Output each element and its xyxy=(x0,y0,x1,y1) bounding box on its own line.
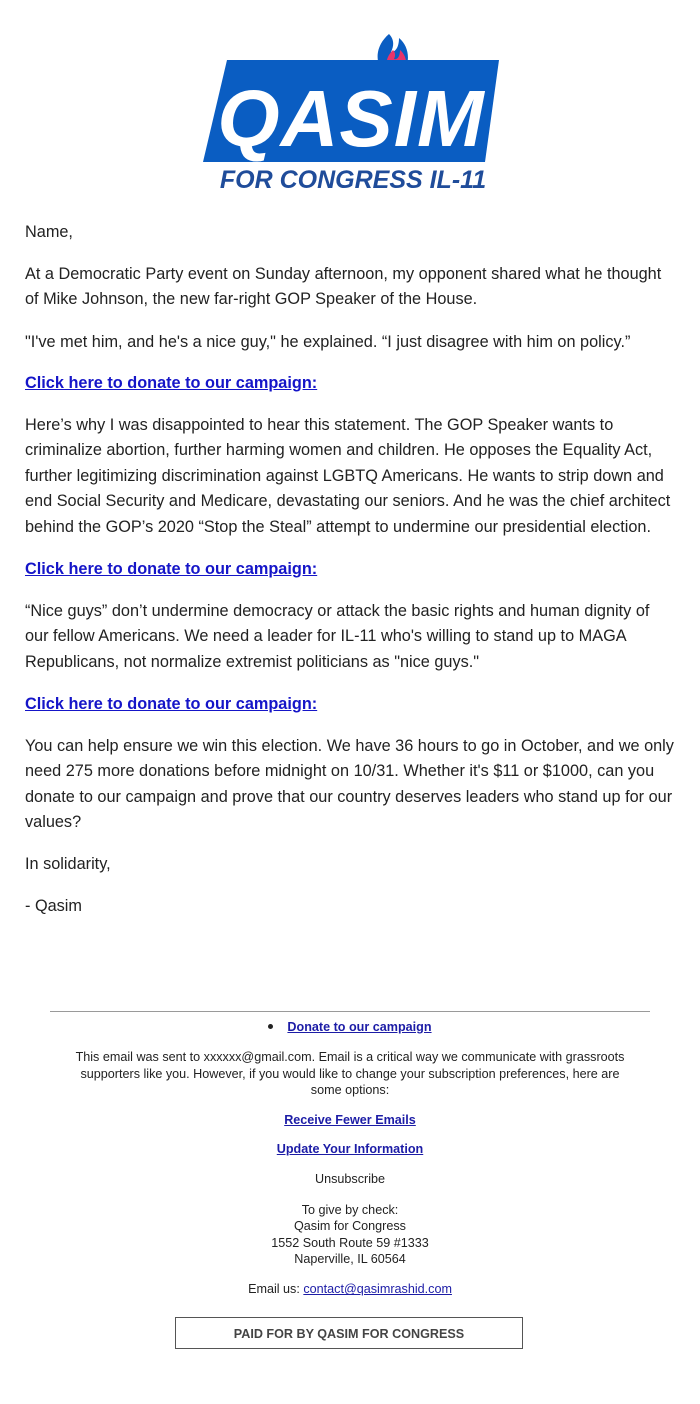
address-city: Naperville, IL 60564 xyxy=(294,1251,406,1266)
paragraph-nice-guys: “Nice guys” don’t undermine democracy or attack the basic rights and human dignity of our fellow Americans. We need a leader for IL-11 who's willing to stand up to MAGA Republicans, not normalize extremist politicians as "nice guys." xyxy=(25,601,650,671)
unsubscribe-link[interactable]: Unsubscribe xyxy=(315,1171,385,1186)
logo-graphic xyxy=(199,32,503,192)
logo-tagline: FOR CONGRESS IL-11 xyxy=(219,166,487,192)
donate-link-2[interactable]: Click here to donate to our campaign: xyxy=(25,560,318,578)
paragraph-opponent-event: At a Democratic Party event on Sunday afternoon, my opponent shared what he thought of Mike Johnson, the new far-right GOP Speaker of the House. xyxy=(25,264,662,308)
email-footer xyxy=(50,1011,650,1341)
paragraph-disappointed: Here’s why I was disappointed to hear this statement. The GOP Speaker wants to criminalize abortion, further harming women and children. He opposes the Equality Act, further legitimizing discrimination against LGBTQ Americans. He wants to strip down and end Social Security and Medicare, devastating our seniors. And he was the chief architect behind the GOP’s 2020 “Stop the Steal” attempt to undermine our presidential election. xyxy=(25,415,671,536)
donate-link-3[interactable]: Click here to donate to our campaign: xyxy=(25,695,318,713)
subscription-notice: This email was sent to xxxxxx@gmail.com. Email is a critical way we communicate with grassroots supporters like you. However, if you would like to change your subscription preferences, here are some options: xyxy=(75,1050,625,1097)
paid-for-disclaimer: PAID FOR BY QASIM FOR CONGRESS xyxy=(175,1317,523,1349)
campaign-logo xyxy=(199,32,503,192)
address-name: Qasim for Congress xyxy=(294,1219,406,1234)
address-street: 1552 South Route 59 #1333 xyxy=(271,1235,429,1250)
paragraph-appeal: You can help ensure we win this election. We have 36 hours to go in October, and we only need 275 more donations before midnight on 10/31. Whether it's $11 or $1000, can you donate to our campaign and prove that our country deserves leaders who stand up for our values? xyxy=(25,736,674,831)
logo-name: QASIM xyxy=(217,74,485,163)
update-information-link[interactable]: Update Your Information xyxy=(276,1142,424,1157)
signoff: In solidarity, xyxy=(25,854,111,873)
contact-email-link[interactable]: contact@qasimrashid.com xyxy=(303,1282,452,1297)
receive-fewer-emails-link[interactable]: Receive Fewer Emails xyxy=(284,1113,416,1128)
footer-donate-item xyxy=(50,1019,650,1035)
paragraph-quote: "I've met him, and he's a nice guy," he explained. “I just disagree with him on policy.” xyxy=(25,332,631,351)
email-us xyxy=(50,1281,650,1297)
donate-link-1[interactable]: Click here to donate to our campaign: xyxy=(25,374,318,392)
email-body xyxy=(25,220,675,920)
signature: - Qasim xyxy=(25,897,82,915)
footer-donate-link[interactable]: Donate to our campaign xyxy=(287,1020,432,1034)
bullet-icon xyxy=(268,1024,273,1029)
email-us-label: Email us: xyxy=(248,1282,300,1297)
check-heading: To give by check: xyxy=(301,1203,399,1218)
greeting: Name, xyxy=(25,223,73,241)
